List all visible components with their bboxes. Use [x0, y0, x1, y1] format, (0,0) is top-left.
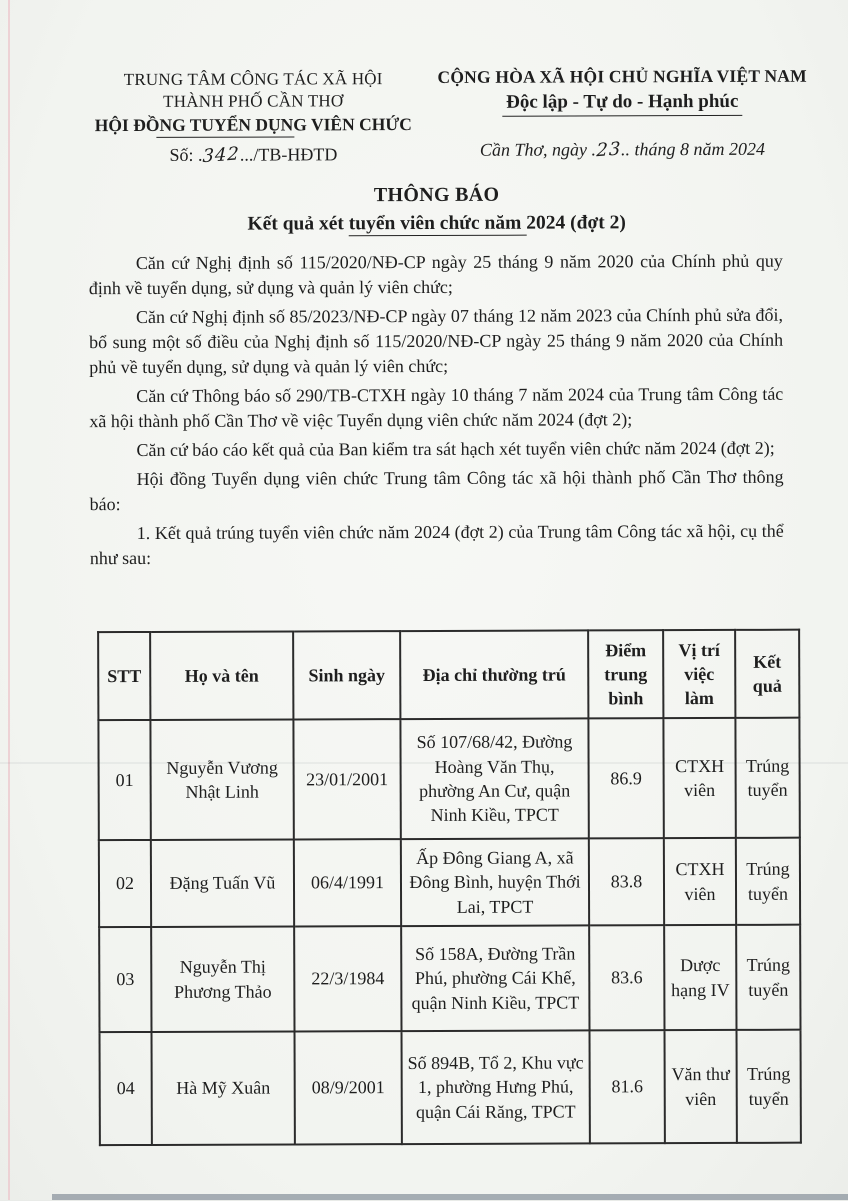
col-header-result: Kết quả — [735, 630, 799, 718]
table-row — [99, 838, 800, 927]
col-header-stt: STT — [98, 632, 150, 720]
subtitle-post: 2024 (đợt 2) — [526, 212, 626, 234]
dateline-day-handwritten: 23 — [595, 138, 622, 162]
cell-result: Trúng tuyển — [735, 718, 799, 838]
cell-name: Đặng Tuấn Vũ — [151, 839, 294, 926]
cell-position: CTXH viên — [663, 718, 735, 838]
document-title-block — [87, 181, 787, 239]
document-number-prefix: Số: . — [169, 144, 203, 165]
col-header-name: Họ và tên — [150, 631, 293, 719]
place-date-line — [436, 138, 808, 163]
cell-name: Nguyễn Vương Nhật Linh — [150, 719, 293, 839]
document-number-line — [64, 143, 442, 168]
results-table — [97, 629, 802, 1146]
table-header-row — [98, 630, 799, 720]
cell-name: Hà Mỹ Xuân — [152, 1031, 295, 1144]
cell-birthdate: 22/3/1984 — [294, 926, 401, 1031]
scan-bottom-artifact — [52, 1194, 848, 1200]
cell-address: Ấp Đông Giang A, xã Đông Bình, huyện Thới Lai, TPCT — [401, 838, 589, 926]
subtitle-underlined: tuyển viên chức năm — [348, 212, 527, 235]
issuer-line2: THÀNH PHỐ CẦN THƠ — [163, 91, 344, 112]
cell-address: Số 894B, Tổ 2, Khu vực 1, phường Hưng Phú, quận Cái Răng, TPCT — [402, 1030, 590, 1144]
paragraph-legal-basis-1: Căn cứ Nghị định số 115/2020/NĐ-CP ngày 25 tháng 9 năm 2020 của Chính phủ quy định về tuyển dụng, sử dụng và quản lý viên chức; — [88, 250, 783, 299]
cell-stt: 01 — [98, 720, 150, 840]
dateline-prefix: Cần Thơ, ngày . — [479, 139, 597, 161]
cell-birthdate: 08/9/2001 — [295, 1031, 402, 1144]
cell-name: Nguyễn Thị Phương Thảo — [151, 926, 294, 1031]
document-title: THÔNG BÁO — [373, 183, 500, 207]
issuer-line1: TRUNG TÂM CÔNG TÁC XÃ HỘI — [123, 69, 383, 90]
paragraph-announcement: Hội đồng Tuyển dụng viên chức Trung tâm Công tác xã hội thành phố Cần Thơ thông báo: — [89, 466, 784, 515]
national-motto: Độc lập - Tự do - Hạnh phúc — [502, 90, 742, 118]
paragraph-legal-basis-2: Căn cứ Nghị định số 85/2023/NĐ-CP ngày 07 tháng 12 năm 2023 của Chính phủ sửa đổi, bổ sung một số điều của Nghị định số 115/2020/NĐ-CP ngày 25 tháng 9 năm 2020 của Chính phủ về tuyển dụng, sử dụng và quản lý viên chức; — [89, 304, 784, 378]
cell-position: Văn thư viên — [665, 1030, 737, 1143]
cell-score: 86.9 — [588, 718, 663, 838]
national-motto-block — [436, 65, 808, 163]
results-table-wrap — [97, 629, 802, 1146]
cell-stt: 03 — [99, 927, 151, 1032]
issuer-line3: HỘI ĐỒNG TUYỂN DỤNG VIÊN CHỨC — [94, 114, 412, 136]
cell-score: 83.8 — [589, 838, 664, 925]
dateline-suffix: .. tháng 8 năm 2024 — [620, 139, 765, 160]
issuer-header-block — [64, 68, 442, 168]
paragraph-legal-basis-3: Căn cứ Thông báo số 290/TB-CTXH ngày 10 tháng 7 năm 2024 của Trung tâm Công tác xã hội thành phố Cần Thơ về việc Tuyển dụng viên chức năm 2024 (đợt 2); — [89, 383, 784, 432]
col-header-score: Điểm trung bình — [588, 630, 663, 718]
cell-position: Dược hạng IV — [664, 925, 736, 1030]
document-subtitle — [87, 210, 787, 239]
cell-birthdate: 06/4/1991 — [294, 839, 401, 926]
document-number-suffix: .../TB-HĐTD — [239, 144, 338, 165]
cell-score: 81.6 — [590, 1030, 665, 1143]
paragraph-legal-basis-4: Căn cứ báo cáo kết quả của Ban kiểm tra sát hạch xét tuyển viên chức năm 2024 (đợt 2); — [136, 437, 775, 461]
table-row — [98, 718, 799, 840]
cell-address: Số 158A, Đường Trần Phú, phường Cái Khế, quận Ninh Kiều, TPCT — [401, 925, 589, 1031]
table-row — [99, 925, 800, 1032]
col-header-address: Địa chỉ thường trú — [400, 630, 588, 719]
issuer-underline-rule — [156, 136, 294, 137]
table-row — [100, 1030, 801, 1145]
subtitle-pre: Kết quả xét — [247, 213, 349, 235]
cell-stt: 02 — [99, 840, 151, 927]
cell-score: 83.6 — [589, 925, 664, 1030]
col-header-birthdate: Sinh ngày — [293, 631, 400, 719]
cell-result: Trúng tuyển — [736, 838, 800, 925]
national-name: CỘNG HÒA XÃ HỘI CHỦ NGHĨA VIỆT NAM — [437, 65, 807, 87]
col-header-position: Vị trí việc làm — [663, 630, 735, 718]
cell-stt: 04 — [100, 1032, 152, 1145]
cell-address: Số 107/68/42, Đường Hoàng Văn Thụ, phường An Cư, quận Ninh Kiều, TPCT — [400, 718, 588, 839]
document-number-handwritten: 342 — [202, 143, 241, 168]
cell-result: Trúng tuyển — [737, 1030, 801, 1143]
cell-birthdate: 23/01/2001 — [293, 719, 400, 839]
cell-result: Trúng tuyển — [736, 925, 800, 1030]
cell-position: CTXH viên — [664, 838, 736, 925]
document-body — [89, 249, 784, 575]
paragraph-result-intro: 1. Kết quả trúng tuyển viên chức năm 2024 (đợt 2) của Trung tâm Công tác xã hội, cụ thể như sau: — [89, 520, 784, 569]
